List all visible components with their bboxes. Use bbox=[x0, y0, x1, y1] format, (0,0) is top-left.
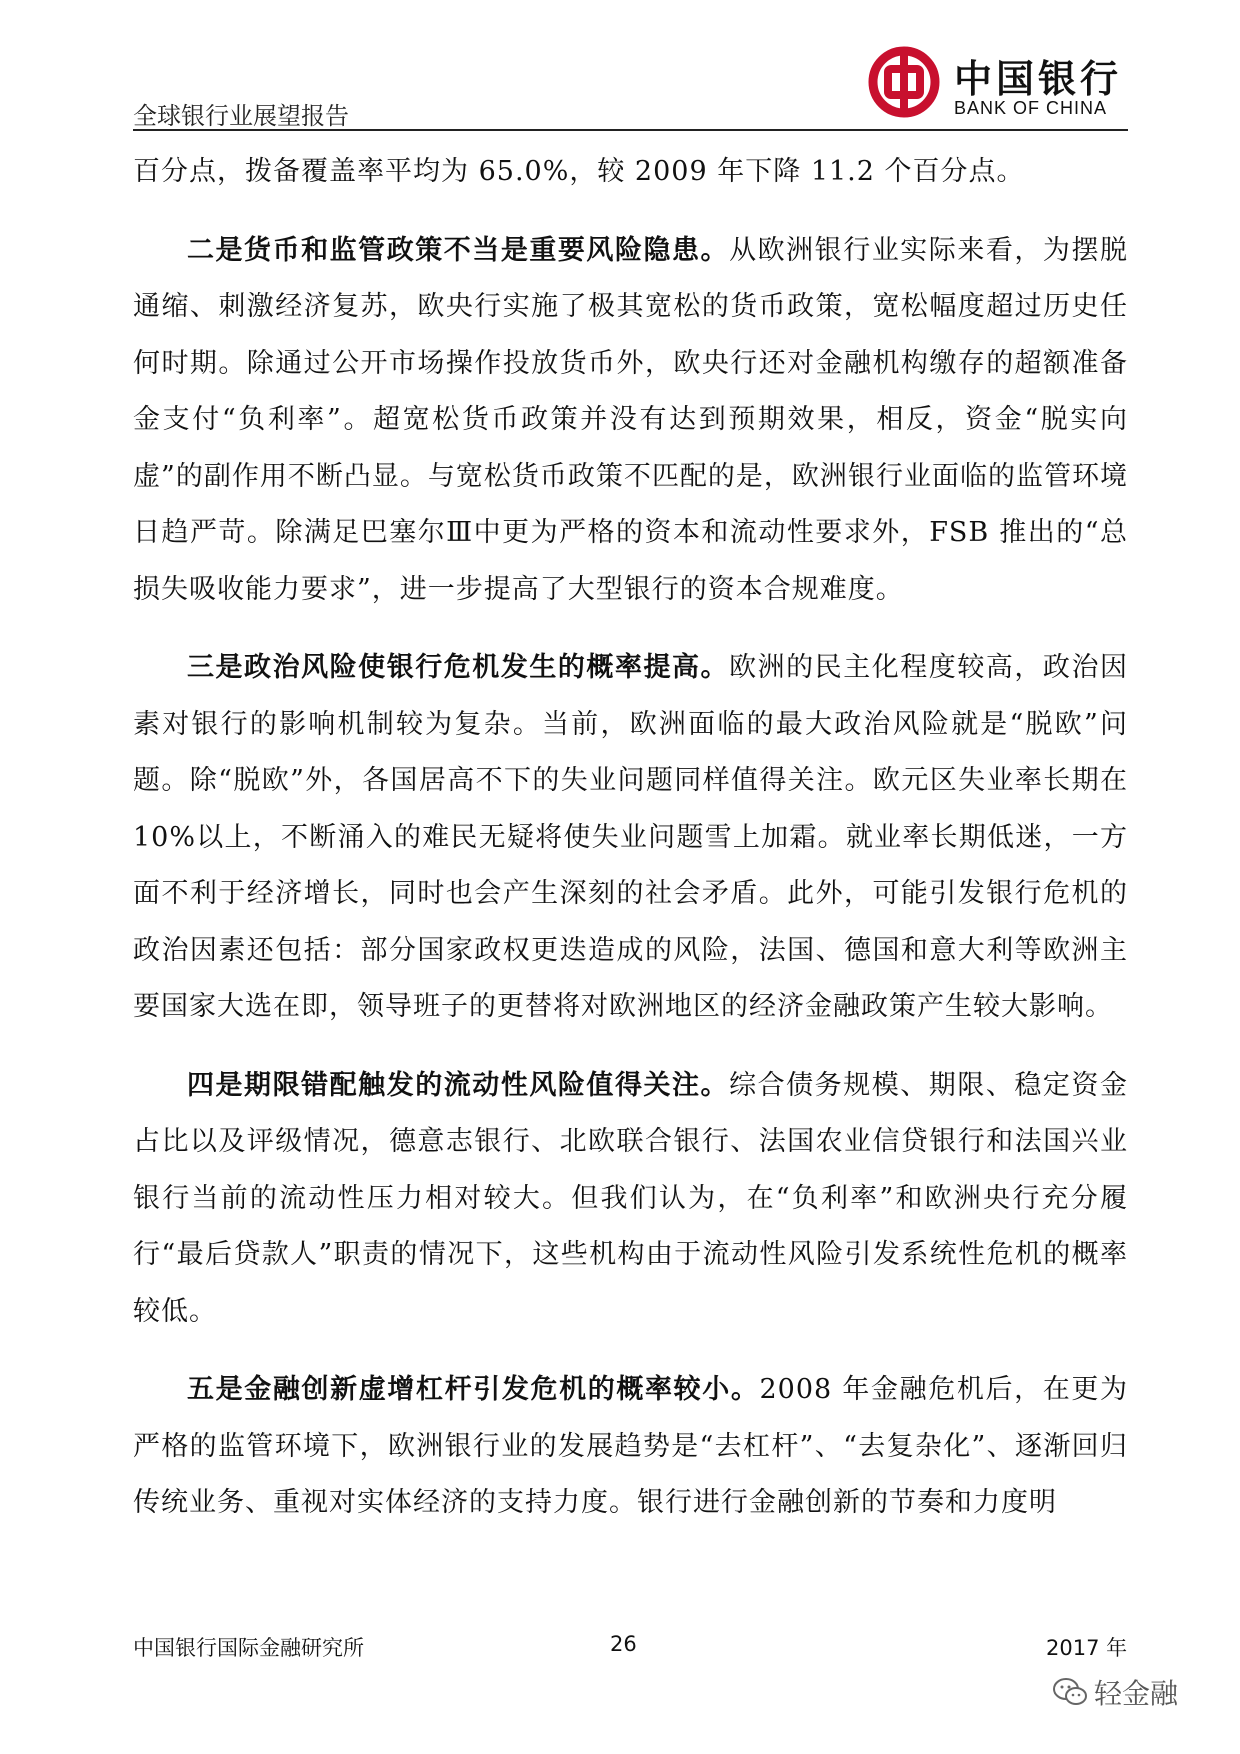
paragraph-lead: 五是金融创新虚增杠杆引发危机的概率较小。 bbox=[187, 1374, 760, 1405]
footer-year: 2017 年 bbox=[1046, 1636, 1128, 1660]
watermark-text: 轻金融 bbox=[1094, 1677, 1179, 1710]
paragraph-lead: 三是政治风险使银行危机发生的概率提高。 bbox=[187, 652, 730, 683]
paragraph-lead: 二是货币和监管政策不当是重要风险隐患。 bbox=[187, 234, 730, 266]
body-text bbox=[133, 144, 1128, 1532]
footer-institute: 中国银行国际金融研究所 bbox=[133, 1636, 364, 1660]
paragraph-4: 四是期限错配触发的流动性风险值得关注。综合债务规模、期限、稳定资金占比以及评级情况，德意志银行、北欧联合银行、法国农业信贷银行和法国兴业银行当前的流动性压力相对较大。但我们认为，在“负利率”和欧洲央行充分履行“最后贷款人”职责的情况下，这些机构由于流动性风险引发系统性危机的概率较低。 bbox=[133, 1069, 1128, 1327]
report-title: 全球银行业展望报告 bbox=[133, 102, 349, 130]
logo-english-name: BANK OF CHINA bbox=[954, 98, 1108, 118]
logo-chinese-name: 中国银行 bbox=[954, 56, 1123, 101]
wechat-icon bbox=[1052, 1677, 1088, 1707]
bank-logo bbox=[868, 46, 1128, 126]
watermark bbox=[1052, 1672, 1178, 1712]
page-number: 26 bbox=[610, 1632, 637, 1656]
paragraph-1: 百分点，拨备覆盖率平均为 65.0%，较 2009 年下降 11.2 个百分点。 bbox=[133, 156, 1025, 187]
paragraph-5: 五是金融创新虚增杠杆引发危机的概率较小。2008 年金融危机后，在更为严格的监管环境下，欧洲银行业的发展趋势是“去杠杆”、“去复杂化”、逐渐回归传统业务、重视对实体经济的支持力度。银行进行金融创新的节奏和力度明 bbox=[133, 1374, 1128, 1518]
paragraph-lead: 四是期限错配触发的流动性风险值得关注。 bbox=[187, 1069, 730, 1101]
paragraph-3: 三是政治风险使银行危机发生的概率提高。欧洲的民主化程度较高，政治因素对银行的影响机制较为复杂。当前，欧洲面临的最大政治风险就是“脱欧”问题。除“脱欧”外，各国居高不下的失业问题同样值得关注。欧元区失业率长期在 10%以上，不断涌入的难民无疑将使失业问题雪上加霜。就业率长期低迷，一方面不利于经济增长，同时也会产生深刻的社会矛盾。此外，可能引发银行危机的政治因素还包括：部分国家政权更迭造成的风险，法国、德国和意大利等欧洲主要国家大选在即，领导班子的更替将对欧洲地区的经济金融政策产生较大影响。 bbox=[133, 652, 1128, 1022]
bank-of-china-logo-icon bbox=[868, 46, 940, 118]
header-divider bbox=[133, 129, 1128, 131]
paragraph-2: 二是货币和监管政策不当是重要风险隐患。从欧洲银行业实际来看，为摆脱通缩、刺激经济复苏，欧央行实施了极其宽松的货币政策，宽松幅度超过历史任何时期。除通过公开市场操作投放货币外，欧央行还对金融机构缴存的超额准备金支付“负利率”。超宽松货币政策并没有达到预期效果，相反，资金“脱实向虚”的副作用不断凸显。与宽松货币政策不匹配的是，欧洲银行业面临的监管环境日趋严苛。除满足巴塞尔Ⅲ中更为严格的资本和流动性要求外，FSB 推出的“总损失吸收能力要求”，进一步提高了大型银行的资本合规难度。 bbox=[133, 234, 1128, 605]
